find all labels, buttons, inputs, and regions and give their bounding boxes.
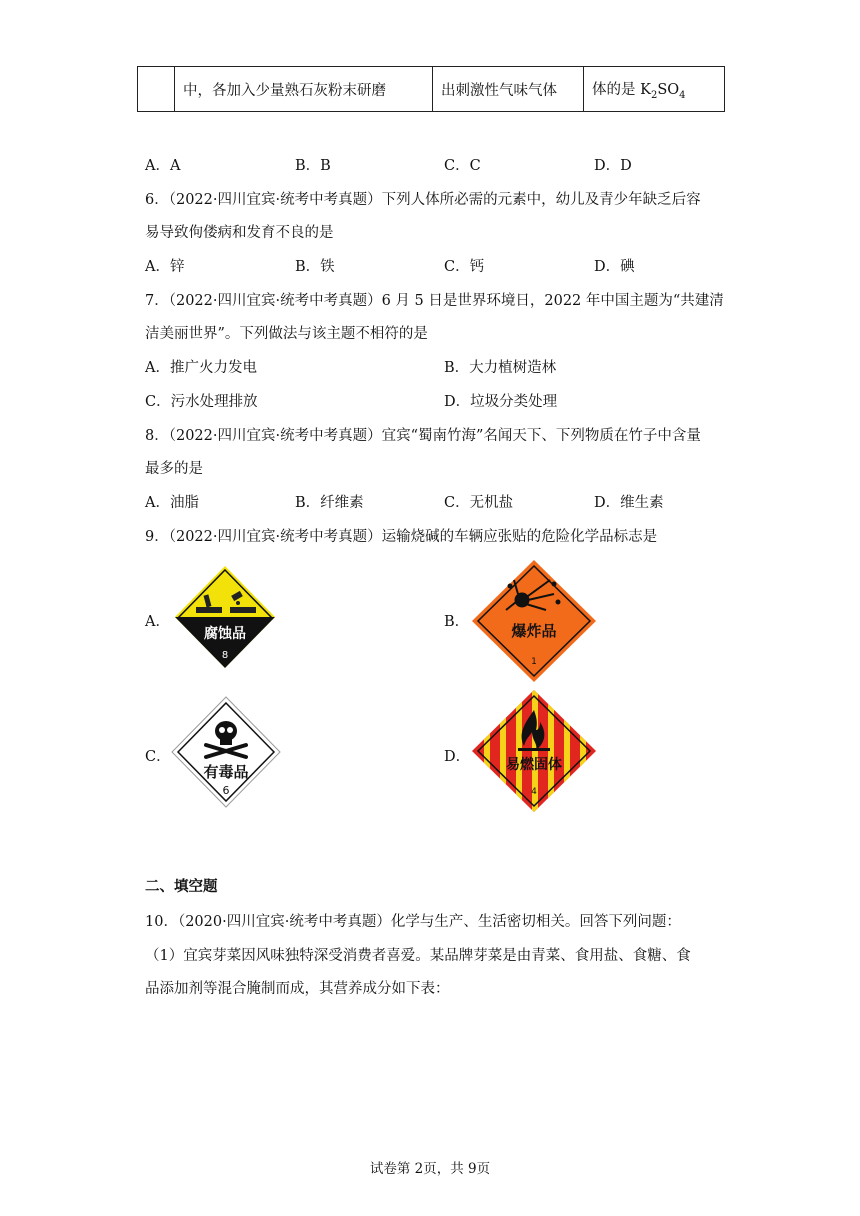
q7-option-c: C．污水处理排放 bbox=[145, 394, 258, 410]
q5-option-a: A．A bbox=[145, 158, 181, 174]
q8-option-c: C．无机盐 bbox=[444, 495, 514, 511]
q8-option-d: D．维生素 bbox=[594, 495, 664, 511]
q8-line2: 最多的是 bbox=[145, 461, 203, 477]
q9-option-a: A． bbox=[145, 614, 170, 630]
q7-option-d: D．垃圾分类处理 bbox=[444, 394, 558, 410]
q5-option-b: B．B bbox=[295, 158, 331, 174]
q5-option-d: D．D bbox=[594, 158, 632, 174]
q7-line2: 洁美丽世界”。下列做法与该主题不相符的是 bbox=[145, 326, 428, 342]
q7-line1: 7．（2022·四川宜宾·统考中考真题）6 月 5 日是世界环境日，2022 年中国主题为“共建清 bbox=[145, 293, 724, 309]
q6-option-c: C．钙 bbox=[444, 259, 485, 275]
q5-option-c: C．C bbox=[444, 158, 481, 174]
q7-option-b: B．大力植树造林 bbox=[444, 360, 557, 376]
q6-option-b: B．铁 bbox=[295, 259, 335, 275]
section-heading: 二、填空题 bbox=[145, 878, 218, 895]
flammable-solid-sign-icon bbox=[470, 688, 598, 814]
q9-option-c: C． bbox=[145, 749, 171, 765]
q8-option-b: B．纤维素 bbox=[295, 495, 364, 511]
q7-option-a: A．推广火力发电 bbox=[145, 360, 257, 376]
q6-line2: 易导致佝偻病和发育不良的是 bbox=[145, 225, 334, 241]
sign-number: 6 bbox=[222, 784, 230, 797]
sign-label: 腐蚀品 bbox=[204, 626, 246, 642]
table-cell-empty bbox=[138, 67, 175, 112]
sign-number: 4 bbox=[531, 787, 537, 797]
q10-line3: 品添加剂等混合腌制而成，其营养成分如下表： bbox=[145, 981, 450, 997]
table-cell: 体的是 $K_2SO_4$ bbox=[584, 67, 725, 112]
q9-option-b: B． bbox=[444, 614, 470, 630]
q10-line2: （1）宜宾芽菜因风味独特深受消费者喜爱。某品牌芽菜是由青菜、食用盐、食糖、食 bbox=[145, 948, 691, 964]
q9-option-d: D． bbox=[444, 749, 471, 765]
sign-number: 8 bbox=[221, 650, 229, 661]
explosive-sign-icon bbox=[470, 558, 598, 684]
q6-option-d: D．碘 bbox=[594, 259, 635, 275]
q6-option-a: A．锌 bbox=[145, 259, 185, 275]
table-cell: 中，各加入少量熟石灰粉末研磨 bbox=[175, 67, 433, 112]
sign-label: 易燃固体 bbox=[506, 757, 562, 773]
corrosive-sign-icon bbox=[172, 563, 278, 671]
answer-table bbox=[137, 66, 725, 112]
q6-line1: 6．（2022·四川宜宾·统考中考真题）下列人体所必需的元素中，幼儿及青少年缺乏后容 bbox=[145, 192, 701, 208]
sign-label: 有毒品 bbox=[203, 763, 249, 781]
sign-number: 1 bbox=[531, 657, 537, 667]
table-cell: 出刺激性气味气体 bbox=[433, 67, 584, 112]
table-row bbox=[138, 67, 725, 112]
q8-option-a: A．油脂 bbox=[145, 495, 199, 511]
toxic-sign-icon bbox=[170, 695, 282, 809]
page-footer: 试卷第 2页，共 9页 bbox=[369, 1161, 491, 1177]
q9-line1: 9．（2022·四川宜宾·统考中考真题）运输烧碱的车辆应张贴的危险化学品标志是 bbox=[145, 529, 658, 545]
sign-label: 爆炸品 bbox=[511, 622, 557, 640]
q10-line1: 10．（2020·四川宜宾·统考中考真题）化学与生产、生活密切相关。回答下列问题： bbox=[145, 914, 681, 930]
q8-line1: 8．（2022·四川宜宾·统考中考真题）宜宾“蜀南竹海”名闻天下、下列物质在竹子中含量 bbox=[145, 428, 701, 444]
